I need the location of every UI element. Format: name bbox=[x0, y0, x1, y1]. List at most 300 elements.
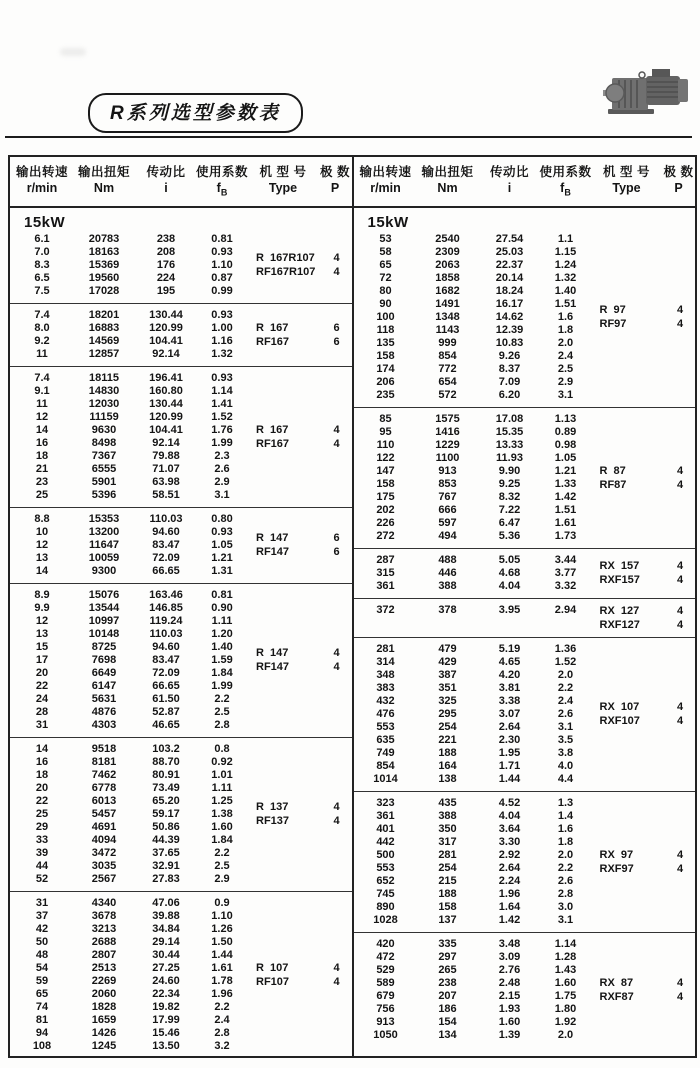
cell-output-torque: 767 bbox=[438, 490, 457, 503]
cell-service-factor: 2.5 bbox=[214, 859, 230, 872]
cell-service-factor: 0.80 bbox=[211, 512, 233, 525]
cell-service-factor: 2.4 bbox=[557, 349, 574, 362]
cell-ratio: 13.33 bbox=[495, 438, 524, 451]
cell-service-factor: 0.87 bbox=[211, 271, 233, 284]
cell-output-speed: 37 bbox=[35, 909, 49, 922]
cell-service-factor: 2.9 bbox=[214, 475, 230, 488]
cell-output-speed: 59 bbox=[35, 974, 49, 987]
table-row bbox=[356, 246, 592, 259]
cell-ratio: 44.39 bbox=[152, 833, 180, 846]
header-label-zh: 机 型 号 bbox=[603, 165, 650, 179]
cell-service-factor: 1.21 bbox=[554, 464, 577, 477]
table-row bbox=[356, 747, 592, 760]
section-content bbox=[356, 233, 696, 402]
cell-output-torque: 479 bbox=[438, 642, 457, 655]
poles-value: 4 bbox=[676, 976, 684, 989]
cell-output-speed: 9.2 bbox=[34, 334, 50, 347]
cell-output-torque: 2063 bbox=[435, 258, 460, 271]
cell-output-torque: 238 bbox=[438, 976, 457, 989]
cell-ratio: 2.92 bbox=[498, 848, 521, 861]
cell-ratio: 32.91 bbox=[152, 859, 180, 872]
table-row bbox=[12, 782, 248, 795]
cell-output-speed: 42 bbox=[35, 922, 49, 935]
type-line bbox=[248, 321, 352, 335]
cell-ratio: 10.83 bbox=[495, 336, 524, 349]
model-type-label: RXF87 bbox=[599, 990, 634, 1003]
scan-smudge bbox=[60, 48, 86, 56]
cell-service-factor: 1.43 bbox=[554, 963, 577, 976]
cell-service-factor: 1.14 bbox=[554, 937, 577, 950]
poles-value: 4 bbox=[333, 815, 340, 827]
cell-service-factor: 2.0 bbox=[557, 668, 574, 681]
cell-output-torque: 18115 bbox=[89, 371, 119, 384]
cell-output-speed: 48 bbox=[35, 948, 49, 961]
cell-ratio: 27.25 bbox=[152, 961, 180, 974]
table-row bbox=[356, 836, 592, 849]
cell-output-speed: 108 bbox=[32, 1039, 52, 1052]
table-row bbox=[356, 478, 592, 491]
type-line bbox=[248, 646, 352, 660]
cell-output-speed: 50 bbox=[35, 935, 49, 948]
cell-service-factor: 3.5 bbox=[557, 733, 574, 746]
table-row bbox=[12, 808, 248, 821]
cell-output-speed: 28 bbox=[35, 705, 49, 718]
cell-output-speed: 14 bbox=[35, 564, 49, 577]
table-row bbox=[12, 552, 248, 565]
cell-service-factor: 1.60 bbox=[211, 820, 233, 833]
cell-service-factor: 1.24 bbox=[554, 258, 577, 271]
cell-service-factor: 1.92 bbox=[554, 1015, 577, 1028]
cell-service-factor: 1.10 bbox=[211, 258, 233, 271]
table-row bbox=[12, 372, 248, 385]
cell-output-torque: 8181 bbox=[91, 755, 117, 768]
cell-ratio: 130.44 bbox=[149, 308, 183, 321]
cell-output-torque: 188 bbox=[438, 746, 457, 759]
cell-service-factor: 1.96 bbox=[211, 987, 233, 1000]
cell-output-torque: 351 bbox=[438, 681, 457, 694]
cell-service-factor: 1.44 bbox=[211, 948, 233, 961]
header-unit-text: f bbox=[560, 181, 565, 195]
cell-service-factor: 1.4 bbox=[557, 809, 574, 822]
cell-output-torque: 6555 bbox=[91, 462, 117, 475]
data-rows bbox=[12, 589, 248, 732]
section-content bbox=[356, 643, 696, 786]
cell-service-factor: 1.60 bbox=[554, 976, 577, 989]
table-row bbox=[12, 719, 248, 732]
cell-output-torque: 1491 bbox=[435, 297, 460, 310]
cell-ratio: 1.44 bbox=[498, 772, 521, 785]
model-type-label: RF137 bbox=[256, 815, 290, 827]
cell-output-speed: 17 bbox=[35, 653, 49, 666]
cell-output-torque: 597 bbox=[438, 516, 457, 529]
table-row bbox=[356, 682, 592, 695]
table-row bbox=[356, 491, 592, 504]
header-label-unit bbox=[480, 180, 540, 196]
model-type-label: R 107 bbox=[256, 961, 289, 974]
cell-service-factor: 2.2 bbox=[557, 861, 574, 874]
table-row bbox=[12, 476, 248, 489]
cell-output-torque: 18163 bbox=[88, 245, 120, 258]
cell-output-torque: 4094 bbox=[91, 833, 117, 846]
cell-service-factor: 3.1 bbox=[557, 720, 574, 733]
cell-ratio: 3.48 bbox=[498, 937, 521, 950]
cell-ratio: 9.26 bbox=[498, 349, 521, 362]
type-line bbox=[592, 848, 696, 862]
cell-service-factor: 0.98 bbox=[554, 438, 577, 451]
cell-output-speed: 13 bbox=[35, 551, 49, 564]
cell-output-speed: 135 bbox=[376, 336, 395, 349]
table-row bbox=[12, 411, 248, 424]
cell-output-torque: 8725 bbox=[91, 640, 117, 653]
model-type-label: RX 97 bbox=[599, 848, 634, 861]
poles-value: 4 bbox=[333, 975, 340, 988]
cell-service-factor: 2.0 bbox=[557, 336, 574, 349]
cell-ratio: 39.88 bbox=[152, 909, 180, 922]
table-row bbox=[356, 452, 592, 465]
cell-ratio: 120.99 bbox=[149, 410, 183, 423]
cell-output-speed: 314 bbox=[376, 655, 395, 668]
table-row bbox=[356, 990, 592, 1003]
header-label-unit bbox=[196, 180, 248, 201]
cell-service-factor: 1.15 bbox=[554, 245, 577, 258]
type-line bbox=[592, 559, 696, 573]
model-type-label: RXF127 bbox=[599, 618, 640, 631]
cell-output-torque: 134 bbox=[438, 1028, 457, 1041]
table-row bbox=[12, 962, 248, 975]
poles-value: 4 bbox=[676, 318, 684, 330]
table-row bbox=[12, 385, 248, 398]
cell-output-torque: 254 bbox=[438, 720, 457, 733]
cell-ratio: 130.44 bbox=[149, 397, 183, 410]
cell-ratio: 160.80 bbox=[149, 384, 183, 397]
section-content bbox=[12, 743, 352, 886]
cell-output-speed: 589 bbox=[376, 976, 395, 989]
cell-output-torque: 7698 bbox=[91, 653, 117, 666]
table-row bbox=[12, 949, 248, 962]
section-content bbox=[12, 372, 352, 502]
cell-service-factor: 1.16 bbox=[211, 334, 233, 347]
cell-output-speed: 8.9 bbox=[34, 588, 50, 601]
cell-output-torque: 295 bbox=[438, 707, 457, 720]
cell-output-speed: 15 bbox=[35, 640, 49, 653]
cell-output-torque: 4340 bbox=[91, 896, 117, 909]
cell-ratio: 1.71 bbox=[498, 759, 521, 772]
cell-ratio: 34.84 bbox=[152, 922, 180, 935]
cell-output-speed: 745 bbox=[376, 887, 395, 900]
table-row bbox=[12, 450, 248, 463]
cell-service-factor: 0.81 bbox=[211, 588, 233, 601]
poles-value: 6 bbox=[333, 335, 340, 348]
table-row bbox=[12, 680, 248, 693]
cell-output-speed: 158 bbox=[376, 349, 395, 362]
type-block bbox=[592, 233, 696, 402]
table-row bbox=[12, 589, 248, 602]
cell-service-factor: 1.6 bbox=[557, 310, 574, 323]
table-row bbox=[12, 628, 248, 641]
type-line bbox=[592, 700, 696, 714]
table-section bbox=[354, 792, 696, 933]
header-label-zh: 输出转速 bbox=[15, 165, 68, 179]
cell-service-factor: 1.3 bbox=[557, 796, 574, 809]
type-block bbox=[248, 233, 352, 298]
cell-output-torque: 186 bbox=[438, 1002, 457, 1015]
table-row bbox=[356, 426, 592, 439]
cell-ratio: 2.30 bbox=[498, 733, 521, 746]
table-row bbox=[356, 567, 592, 580]
header-label-zh: 输出扭矩 bbox=[77, 165, 130, 179]
poles-value: 4 bbox=[676, 701, 684, 713]
cell-service-factor: 1.21 bbox=[211, 551, 233, 564]
cell-output-torque: 3472 bbox=[91, 846, 117, 859]
cell-output-speed: 12 bbox=[35, 410, 49, 423]
cell-ratio: 15.46 bbox=[152, 1026, 180, 1039]
type-line bbox=[248, 335, 352, 349]
cell-output-speed: 6.1 bbox=[34, 232, 50, 245]
cell-ratio: 6.20 bbox=[498, 388, 521, 401]
poles-value: 4 bbox=[333, 252, 340, 264]
cell-output-torque: 14830 bbox=[88, 384, 120, 397]
model-type-label: RF87 bbox=[599, 478, 627, 491]
cell-service-factor: 1.99 bbox=[211, 436, 233, 449]
cell-output-torque: 3035 bbox=[91, 859, 117, 872]
type-block bbox=[592, 413, 696, 543]
cell-output-torque: 1143 bbox=[435, 323, 460, 336]
cell-service-factor: 2.0 bbox=[557, 848, 574, 861]
cell-ratio: 4.52 bbox=[498, 796, 521, 809]
cell-service-factor: 3.1 bbox=[557, 388, 574, 401]
header-unit-text: f bbox=[216, 181, 221, 195]
table-section bbox=[10, 584, 352, 738]
table-row bbox=[356, 862, 592, 875]
table-section bbox=[354, 599, 696, 638]
cell-output-torque: 9518 bbox=[91, 742, 117, 755]
poles-value: 4 bbox=[333, 437, 340, 450]
table-section bbox=[10, 738, 352, 892]
table-section bbox=[10, 304, 352, 367]
table-row bbox=[12, 693, 248, 706]
table-row bbox=[356, 350, 592, 363]
cell-service-factor: 0.89 bbox=[554, 425, 577, 438]
cell-ratio: 83.47 bbox=[152, 653, 180, 666]
cell-output-speed: 652 bbox=[376, 874, 395, 887]
cell-output-torque: 1416 bbox=[435, 425, 460, 438]
cell-service-factor: 2.2 bbox=[214, 846, 230, 859]
column-header bbox=[662, 165, 696, 201]
table-row bbox=[356, 413, 592, 426]
header-label-zh: 传动比 bbox=[489, 165, 529, 179]
table-row bbox=[356, 580, 592, 593]
section-content bbox=[12, 897, 352, 1053]
table-row bbox=[356, 669, 592, 682]
cell-output-speed: 100 bbox=[376, 310, 395, 323]
cell-output-speed: 7.4 bbox=[34, 371, 50, 384]
cell-output-speed: 383 bbox=[376, 681, 395, 694]
column-header bbox=[356, 165, 416, 201]
table-row bbox=[356, 823, 592, 836]
type-line bbox=[592, 303, 696, 317]
cell-ratio: 14.62 bbox=[495, 310, 524, 323]
cell-service-factor: 2.2 bbox=[557, 681, 574, 694]
cell-ratio: 2.64 bbox=[498, 861, 521, 874]
cell-ratio: 7.22 bbox=[498, 503, 521, 516]
cell-service-factor: 1.84 bbox=[211, 666, 233, 679]
section-content bbox=[356, 413, 696, 543]
table-row bbox=[356, 311, 592, 324]
table-row bbox=[356, 1016, 592, 1029]
data-rows bbox=[356, 938, 592, 1042]
cell-service-factor: 1.40 bbox=[211, 640, 233, 653]
cell-output-torque: 188 bbox=[438, 887, 457, 900]
model-type-label: RX 157 bbox=[599, 560, 640, 572]
cell-ratio: 8.37 bbox=[498, 362, 521, 375]
cell-ratio: 1.93 bbox=[498, 1002, 521, 1015]
type-block bbox=[248, 897, 352, 1053]
cell-output-torque: 1682 bbox=[435, 284, 460, 297]
data-rows bbox=[12, 897, 248, 1053]
cell-output-torque: 17028 bbox=[88, 284, 120, 297]
cell-service-factor: 4.4 bbox=[557, 772, 574, 785]
cell-service-factor: 1.59 bbox=[211, 653, 233, 666]
cell-ratio: 13.50 bbox=[152, 1039, 180, 1052]
table-section bbox=[354, 933, 696, 1047]
table-row bbox=[356, 285, 592, 298]
column-header bbox=[318, 165, 352, 201]
cell-output-torque: 388 bbox=[438, 809, 457, 822]
model-type-label: R 147 bbox=[256, 647, 289, 659]
table-row bbox=[356, 337, 592, 350]
type-block bbox=[592, 554, 696, 593]
header-label-zh: 极 数 bbox=[663, 165, 694, 179]
model-type-label: RF147 bbox=[256, 661, 290, 673]
table-row bbox=[356, 504, 592, 517]
cell-output-torque: 913 bbox=[438, 464, 457, 477]
poles-value: 4 bbox=[333, 266, 340, 278]
cell-output-speed: 24 bbox=[35, 692, 49, 705]
cell-output-speed: 110 bbox=[376, 438, 395, 451]
cell-output-torque: 9300 bbox=[91, 564, 117, 577]
cell-output-speed: 16 bbox=[35, 755, 49, 768]
type-block bbox=[592, 797, 696, 927]
cell-ratio: 94.60 bbox=[152, 525, 180, 538]
cell-output-speed: 20 bbox=[35, 666, 49, 679]
cell-output-speed: 361 bbox=[376, 809, 395, 822]
poles-value: 4 bbox=[333, 961, 340, 974]
table-row bbox=[356, 964, 592, 977]
cell-ratio: 52.87 bbox=[152, 705, 180, 718]
cell-ratio: 8.32 bbox=[498, 490, 521, 503]
cell-service-factor: 1.31 bbox=[211, 564, 233, 577]
data-rows bbox=[356, 604, 592, 632]
cell-output-speed: 85 bbox=[379, 412, 392, 425]
cell-output-speed: 122 bbox=[376, 451, 395, 464]
parameter-table bbox=[8, 155, 697, 1058]
cell-ratio: 195 bbox=[156, 284, 176, 297]
table-row bbox=[12, 539, 248, 552]
model-type-label: RXF157 bbox=[599, 574, 640, 586]
table-row bbox=[356, 734, 592, 747]
cell-output-torque: 2060 bbox=[91, 987, 117, 1000]
cell-output-torque: 5457 bbox=[91, 807, 117, 820]
cell-ratio: 6.47 bbox=[498, 516, 521, 529]
cell-ratio: 18.24 bbox=[495, 284, 524, 297]
model-type-label: RF167 bbox=[256, 335, 290, 348]
cell-ratio: 11.93 bbox=[496, 451, 523, 464]
table-row bbox=[12, 565, 248, 578]
cell-service-factor: 1.41 bbox=[211, 397, 233, 410]
model-type-label: R 97 bbox=[599, 304, 626, 316]
cell-service-factor: 3.0 bbox=[557, 900, 574, 913]
table-row bbox=[12, 641, 248, 654]
cell-ratio: 71.07 bbox=[152, 462, 180, 475]
cell-output-torque: 1575 bbox=[435, 412, 460, 425]
table-half-left bbox=[10, 157, 354, 1056]
cell-output-torque: 429 bbox=[438, 655, 457, 668]
header-unit-text: Type bbox=[268, 181, 298, 195]
cell-service-factor: 1.1 bbox=[557, 232, 574, 245]
cell-service-factor: 1.33 bbox=[554, 477, 577, 490]
type-line bbox=[592, 714, 696, 728]
cell-output-torque: 494 bbox=[438, 529, 457, 542]
cell-ratio: 50.86 bbox=[152, 820, 180, 833]
header-unit-text: Nm bbox=[93, 181, 115, 195]
cell-ratio: 1.96 bbox=[498, 887, 521, 900]
table-row bbox=[12, 706, 248, 719]
cell-output-torque: 666 bbox=[438, 503, 457, 516]
cell-ratio: 2.48 bbox=[498, 976, 521, 989]
cell-output-torque: 16883 bbox=[88, 321, 120, 334]
cell-ratio: 83.47 bbox=[152, 538, 180, 551]
cell-output-speed: 235 bbox=[376, 388, 395, 401]
cell-ratio: 3.95 bbox=[498, 603, 521, 616]
cell-service-factor: 0.90 bbox=[211, 601, 233, 614]
cell-output-torque: 772 bbox=[438, 362, 457, 375]
cell-ratio: 3.30 bbox=[498, 835, 521, 848]
cell-output-speed: 226 bbox=[376, 516, 395, 529]
cell-output-speed: 749 bbox=[376, 746, 395, 759]
table-section bbox=[354, 549, 696, 599]
cell-service-factor: 1.00 bbox=[211, 321, 233, 334]
header-unit-text: P bbox=[674, 181, 683, 195]
cell-service-factor: 1.05 bbox=[211, 538, 233, 551]
cell-output-torque: 3213 bbox=[91, 922, 117, 935]
cell-output-speed: 12 bbox=[35, 614, 49, 627]
cell-ratio: 3.09 bbox=[498, 950, 521, 963]
poles-value: 4 bbox=[676, 862, 684, 875]
cell-output-torque: 335 bbox=[438, 937, 457, 950]
table-row bbox=[12, 795, 248, 808]
cell-ratio: 5.19 bbox=[498, 642, 521, 655]
header-unit-text: r/min bbox=[26, 181, 58, 195]
poles-value: 4 bbox=[676, 715, 684, 727]
table-row bbox=[356, 465, 592, 478]
column-header-row bbox=[354, 157, 696, 208]
cell-service-factor: 1.52 bbox=[211, 410, 233, 423]
poles-value: 6 bbox=[333, 321, 340, 334]
cell-output-speed: 95 bbox=[379, 425, 392, 438]
cell-ratio: 196.41 bbox=[149, 371, 183, 384]
header-label-unit bbox=[12, 180, 72, 196]
model-type-label: R 137 bbox=[256, 801, 289, 813]
model-type-label: RX 87 bbox=[599, 976, 634, 989]
cell-output-torque: 2567 bbox=[91, 872, 117, 885]
section-content bbox=[356, 604, 696, 632]
cell-output-speed: 158 bbox=[376, 477, 395, 490]
table-row bbox=[12, 309, 248, 322]
table-row bbox=[12, 1040, 248, 1053]
cell-service-factor: 3.1 bbox=[214, 488, 230, 501]
cell-output-torque: 15076 bbox=[88, 588, 120, 601]
table-row bbox=[356, 914, 592, 927]
